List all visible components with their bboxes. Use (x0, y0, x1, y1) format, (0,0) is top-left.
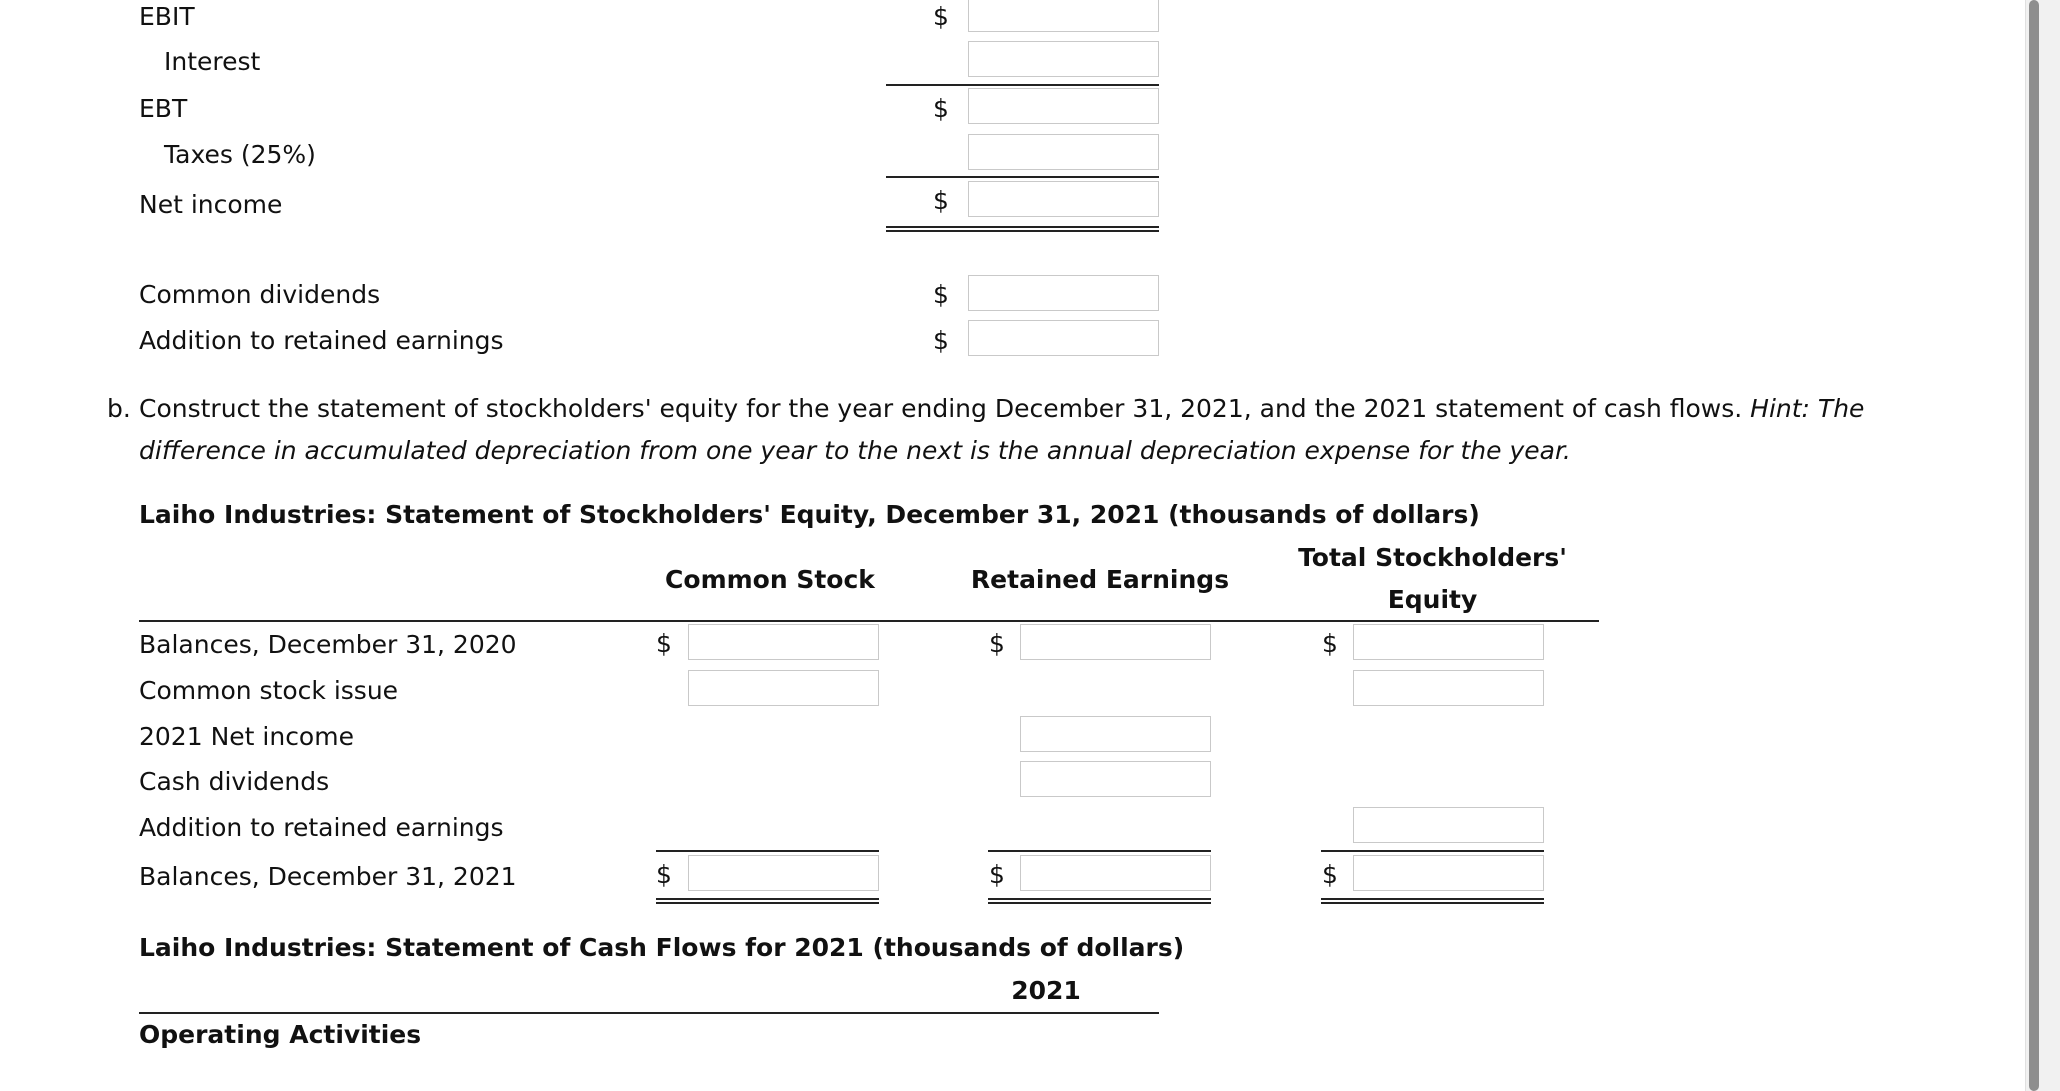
dollar-sign: $ (933, 326, 949, 355)
dollar-sign: $ (933, 280, 949, 309)
retained-earnings-2020-input[interactable] (1020, 624, 1211, 660)
dollar-sign: $ (656, 629, 672, 658)
dollar-sign: $ (933, 186, 949, 215)
total-equity-stock-issue-input[interactable] (1353, 670, 1544, 706)
header-underline (139, 620, 1599, 622)
column-header-common-stock: Common Stock (665, 565, 875, 594)
equity-statement-title: Laiho Industries: Statement of Stockholders' Equity, December 31, 2021 (thousands of dollars) (139, 500, 1480, 529)
row-label-balances-2021: Balances, December 31, 2021 (139, 862, 517, 891)
net-income-input[interactable] (968, 181, 1159, 217)
ebit-input[interactable] (968, 0, 1159, 32)
dollar-sign: $ (933, 2, 949, 31)
dollar-sign: $ (656, 860, 672, 889)
row-label-taxes: Taxes (25%) (164, 140, 316, 169)
row-label-interest: Interest (164, 47, 261, 76)
common-dividends-input[interactable] (968, 275, 1159, 311)
row-label-net-income: Net income (139, 190, 283, 219)
part-b-letter: b. (107, 394, 131, 423)
subtotal-line (1321, 850, 1544, 852)
row-label-cash-dividends: Cash dividends (139, 767, 330, 796)
header-underline (139, 1012, 1159, 1014)
dollar-sign: $ (933, 94, 949, 123)
section-operating-activities: Operating Activities (139, 1020, 422, 1049)
subtotal-line (656, 850, 879, 852)
row-label-ebit: EBIT (139, 2, 195, 31)
common-stock-2020-input[interactable] (688, 624, 879, 660)
part-b-instructions (107, 388, 1939, 472)
ebt-input[interactable] (968, 88, 1159, 124)
row-label-ebt: EBT (139, 94, 188, 123)
subtotal-line (988, 850, 1211, 852)
row-label-common-stock-issue: Common stock issue (139, 676, 399, 705)
dollar-sign: $ (1322, 860, 1338, 889)
row-label-common-dividends: Common dividends (139, 280, 381, 309)
subtotal-line (886, 84, 1159, 86)
column-header-retained-earnings: Retained Earnings (970, 565, 1230, 594)
column-header-total-equity: Total Stockholders' Equity (1298, 543, 1567, 614)
total-double-line (1321, 898, 1544, 904)
total-double-line (988, 898, 1211, 904)
subtotal-line (886, 176, 1159, 178)
dollar-sign: $ (1322, 629, 1338, 658)
total-equity-2021-input[interactable] (1353, 855, 1544, 891)
column-header-2021: 2021 (1011, 976, 1081, 1005)
total-equity-2020-input[interactable] (1353, 624, 1544, 660)
row-label-addition-retained-earnings: Addition to retained earnings (139, 813, 504, 842)
addition-retained-earnings-input[interactable] (968, 320, 1159, 356)
cash-flow-title: Laiho Industries: Statement of Cash Flows for 2021 (thousands of dollars) (139, 933, 1185, 962)
retained-earnings-dividends-input[interactable] (1020, 761, 1211, 797)
interest-input[interactable] (968, 41, 1159, 77)
total-double-line (886, 226, 1159, 232)
part-b-text: Construct the statement of stockholders' equity for the year ending December 31, 2021, and the 2021 statement of cash flows. (139, 394, 1743, 423)
taxes-input[interactable] (968, 134, 1159, 170)
common-stock-issue-input[interactable] (688, 670, 879, 706)
row-label-addition-retained-earnings: Addition to retained earnings (139, 326, 504, 355)
retained-earnings-2021-input[interactable] (1020, 855, 1211, 891)
row-label-2021-net-income: 2021 Net income (139, 722, 354, 751)
total-equity-addition-input[interactable] (1353, 807, 1544, 843)
retained-earnings-net-income-input[interactable] (1020, 716, 1211, 752)
vertical-scrollbar-thumb[interactable] (2029, 0, 2039, 1091)
row-label-balances-2020: Balances, December 31, 2020 (139, 630, 517, 659)
dollar-sign: $ (989, 860, 1005, 889)
part-b-hint: Hint: The difference in accumulated depreciation from one year to the next is the annual depreciation expense for the year. (139, 394, 1865, 465)
total-double-line (656, 898, 879, 904)
dollar-sign: $ (989, 629, 1005, 658)
common-stock-2021-input[interactable] (688, 855, 879, 891)
